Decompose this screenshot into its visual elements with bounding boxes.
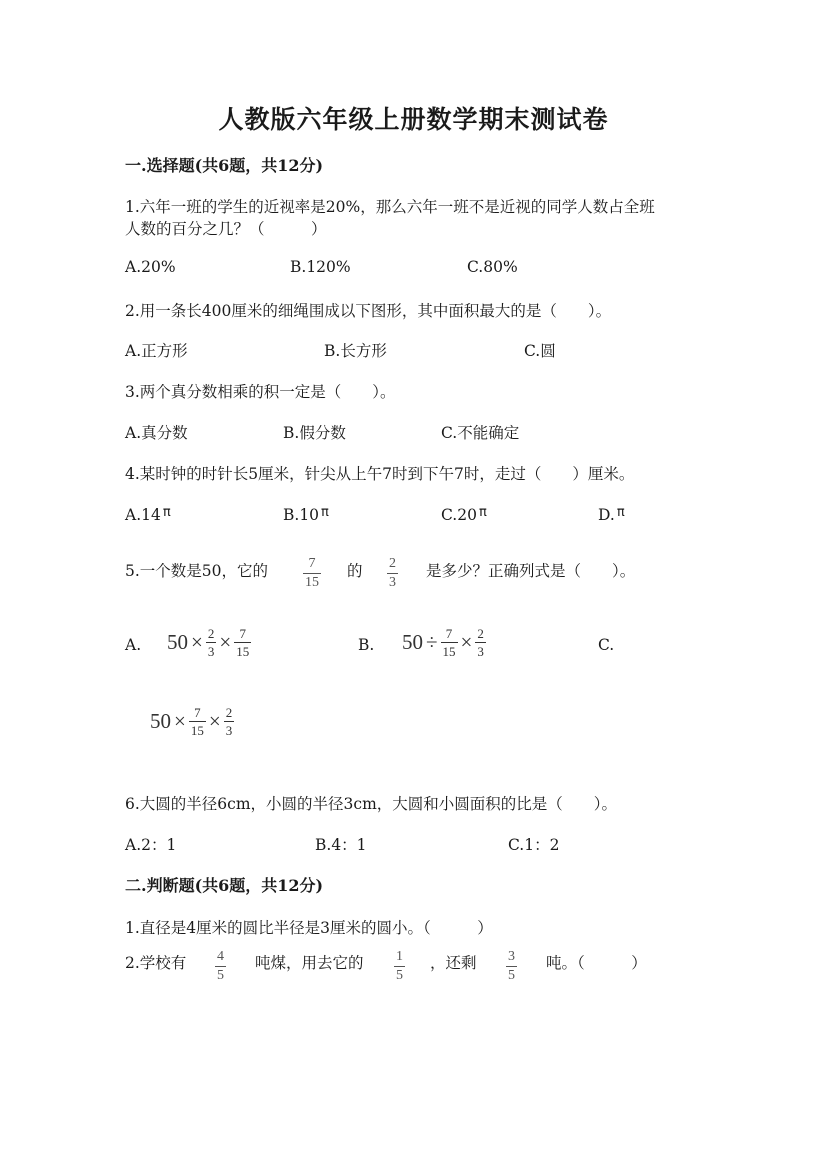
judge-question-2-part-4: 吨。（ ） xyxy=(546,954,647,972)
q4-option-a[interactable]: A.14 $^\pi$ xyxy=(125,505,171,524)
q2-option-c[interactable]: C.圆 xyxy=(524,342,556,360)
q3-option-c[interactable]: C.不能确定 xyxy=(441,424,520,442)
page-title: 人教版六年级上册数学期末测试卷 xyxy=(218,105,609,134)
q2-option-b[interactable]: B.长方形 xyxy=(324,342,387,360)
q6-option-c[interactable]: C.1：2 xyxy=(508,836,560,854)
question-2: 2.用一条长400厘米的细绳围成以下图形，其中面积最大的是（ ）。 xyxy=(125,302,612,320)
question-3: 3.两个真分数相乘的积一定是（ ）。 xyxy=(125,383,396,401)
pi-symbol: π xyxy=(478,505,487,520)
question-5-part-3: 是多少？正确列式是（ ）。 xyxy=(426,562,636,580)
question-6: 6.大圆的半径6cm，小圆的半径3cm，大圆和小圆面积的比是（ ）。 xyxy=(125,795,618,813)
pi-symbol: π xyxy=(162,505,171,520)
q6-option-b[interactable]: B.4：1 xyxy=(315,836,367,854)
q1-option-b[interactable]: B.120% xyxy=(290,258,351,276)
fraction-3-5: $\frac{3}{5}$ xyxy=(508,949,515,983)
judge-question-1: 1.直径是4厘米的圆比半径是3厘米的圆小。（ ） xyxy=(125,919,493,937)
q2-option-a[interactable]: A.正方形 xyxy=(125,342,188,360)
q1-option-c[interactable]: C.80% xyxy=(467,258,518,276)
q4-option-b[interactable]: B.10 $^\pi$ xyxy=(283,505,329,524)
pi-symbol: π xyxy=(616,505,625,520)
section-header-judge: 二.判断题(共6题，共12分) xyxy=(125,876,324,895)
q4-option-d[interactable]: D. $^\pi$ xyxy=(598,505,625,524)
judge-question-2-part-2: 吨煤，用去它的 xyxy=(255,954,364,972)
q5-option-b-label[interactable]: B. xyxy=(358,636,375,654)
fraction-7-15: $\frac{7}{15}$ xyxy=(305,556,319,590)
judge-question-2-part-3: ，还剩 xyxy=(430,954,477,972)
q4-option-c[interactable]: C.20 $^\pi$ xyxy=(441,505,487,524)
q5-option-b-expression[interactable]: 50 ÷ $\frac{7}{15}$ × $\frac{2}{3}$ xyxy=(402,626,484,659)
question-1-line-2: 人数的百分之几？（ ） xyxy=(125,220,327,238)
q1-option-a[interactable]: A.20% xyxy=(125,258,176,276)
q3-option-b[interactable]: B.假分数 xyxy=(283,424,346,442)
question-1-line-1: 1.六年一班的学生的近视率是20%，那么六年一班不是近视的同学人数占全班 xyxy=(125,198,655,216)
q5-option-c-expression[interactable]: 50 × $\frac{7}{15}$ × $\frac{2}{3}$ xyxy=(150,705,233,738)
q5-option-c-label[interactable]: C. xyxy=(598,636,615,654)
q5-option-a-label[interactable]: A. xyxy=(125,636,142,654)
q3-option-a[interactable]: A.真分数 xyxy=(125,424,188,442)
question-5-part-1: 5.一个数是50，它的 xyxy=(125,562,269,580)
fraction-1-5: $\frac{1}{5}$ xyxy=(396,949,403,983)
judge-question-2-part-1: 2.学校有 xyxy=(125,954,187,972)
q5-option-a-expression[interactable]: 50 × $\frac{2}{3}$ × $\frac{7}{15}$ xyxy=(167,626,250,659)
fraction-2-3: $\frac{2}{3}$ xyxy=(389,556,396,590)
question-5-part-2: 的 xyxy=(347,562,363,580)
pi-symbol: π xyxy=(321,505,329,520)
section-header-choice: 一.选择题(共6题，共12分) xyxy=(125,156,324,175)
q6-option-a[interactable]: A.2：1 xyxy=(125,836,177,854)
fraction-4-5: $\frac{4}{5}$ xyxy=(217,949,224,983)
question-4: 4.某时钟的时针长5厘米，针尖从上午7时到下午7时，走过（ ）厘米。 xyxy=(125,465,635,483)
